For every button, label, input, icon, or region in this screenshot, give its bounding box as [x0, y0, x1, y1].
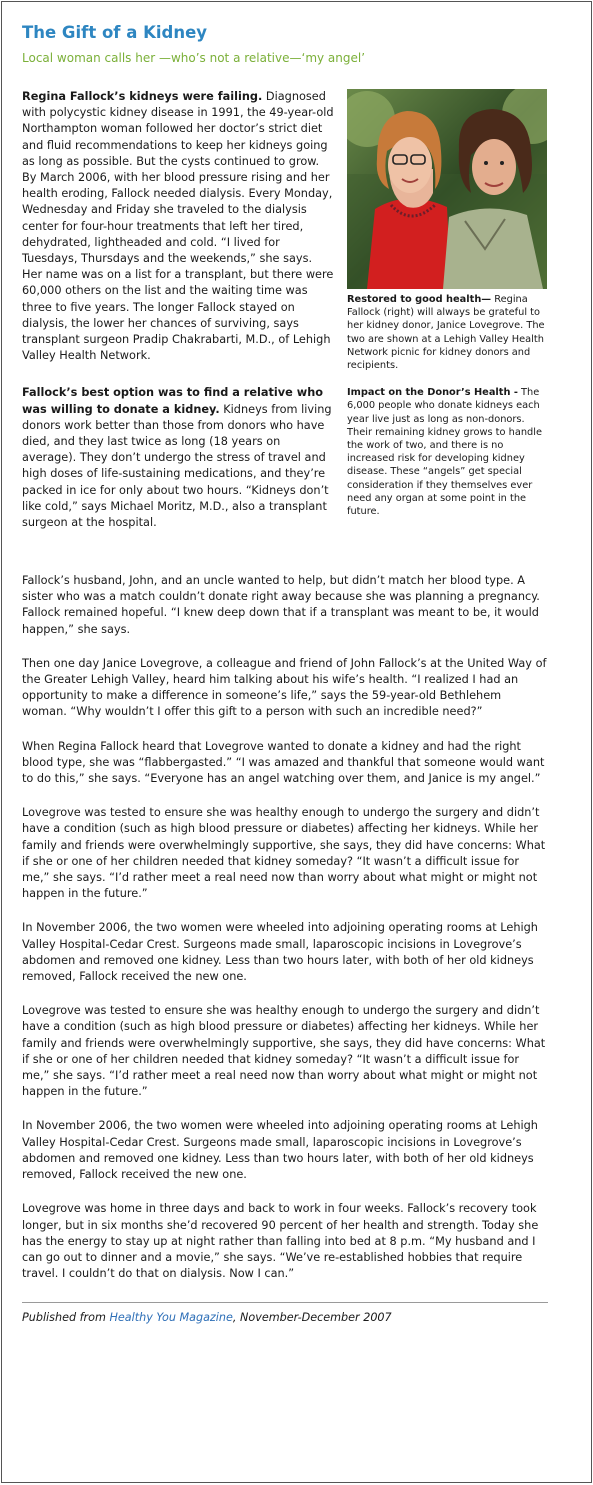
body-paragraph: When Regina Fallock heard that Lovegrove wanted to donate a kidney and had the right blood type, she was “flabbergasted.” “I was amazed and thankful that someone would want to do this,” she says. “Everyone has an angel watching over them, and Janice is my angel.”	[22, 739, 545, 786]
magazine-link[interactable]: Healthy You Magazine	[109, 1311, 233, 1325]
article-frame	[1, 1, 592, 1483]
body-paragraph: Fallock’s husband, John, and an uncle wanted to help, but didn’t match her blood type. A sister who was a match couldn’t donate right away because she was planning a pregnancy. Fallock remained hopeful. “I knew deep down that if a transplant was meant to be, it would happen,” she says.	[22, 574, 540, 636]
intro-lead: Regina Fallock’s kidneys were failing.	[22, 90, 263, 103]
intro-text: Diagnosed with polycystic kidney disease in 1991, the 49-year-old Northampton woman followed her doctor’s strict diet and fluid recommendations to keep her kidneys going as long as possible. But the cysts continued to grow. By March 2006, with her blood pressure rising and her health eroding, Fallock needed dialysis. Every Monday, Wednesday and Friday she traveled to the dialysis center for four-hour treatments that left her tired, dehydrated, lightheaded and cold. “I lived for Tuesdays, Thursdays and the weekends,” she says. Her name was on a list for a transplant, but there were 60,000 others on the list and the waiting time was three to five years. The longer Fallock stayed on dialysis, the lower her chances of surviving, says transplant surgeon Pradip Chakrabarti, M.D., of Lehigh Valley Health Network.	[22, 90, 334, 363]
body-paragraph: Lovegrove was home in three days and back to work in four weeks. Fallock’s recovery took longer, but in six months she’d recovered 90 percent of her health and strength. Today she has the energy to stay up at night rather than falling into bed at 8 p.m. “My husband and I can go out to dinner and a movie,” she says. “We’ve re-established hobbies that require travel. I couldn’t do that on dialysis. Now I can.”	[22, 1202, 539, 1281]
article-subtitle: Local woman calls her —who’s not a relative—‘my angel’	[22, 51, 366, 65]
body-paragraph: In November 2006, the two women were wheeled into adjoining operating rooms at Lehigh Valley Hospital-Cedar Crest. Surgeons made small, laparoscopic incisions in Lovegrove’s abdomen and removed one kidney. Less than two hours later, with both of her old kidneys removed, Fallock received the new one.	[22, 921, 538, 984]
article-title: The Gift of a Kidney	[22, 23, 208, 42]
intro-column	[22, 89, 334, 531]
photo-column	[347, 89, 549, 518]
donor-health-text: The 6,000 people who donate kidneys each year live just as long as non-donors. Their remaining kidney grows to handle the work of two, and there is no increased risk for developing kidney disease. These “angels” get special consideration if they themselves ever need any organ at some point in the future.	[347, 387, 543, 518]
photo-caption	[347, 293, 549, 372]
intro-section	[22, 89, 548, 573]
photo-caption-lead: Restored to good health—	[347, 294, 492, 305]
photo-caption-text: Regina Fallock (right) will always be grateful to her kidney donor, Janice Lovegrove. The two are shown at a Lehigh Valley Health Network picnic for kidney donors and recipients.	[347, 294, 545, 372]
donor-health-lead: Impact on the Donor’s Health -	[347, 387, 518, 399]
credit-suffix: , November-December 2007	[232, 1311, 392, 1325]
intro-paragraph	[22, 89, 334, 364]
photo-two-women	[347, 89, 547, 289]
donor-health-sidebar	[347, 386, 549, 518]
body-paragraph: Lovegrove was tested to ensure she was healthy enough to undergo the surgery and didn’t have a condition (such as high blood pressure or diabetes) affecting her kidneys. While her family and friends were overwhelmingly supportive, she says, they did have concerns: What if she or one of her children needed that kidney someday? “It wasn’t a difficult issue for me,” she says. “I’d rather meet a real need now than worry about what might or might not happen in the future.”	[22, 1004, 546, 1099]
article-body	[22, 573, 548, 1282]
publication-credit	[22, 1310, 548, 1326]
article	[22, 22, 548, 1326]
body-paragraph: Lovegrove was tested to ensure she was healthy enough to undergo the surgery and didn’t have a condition (such as high blood pressure or diabetes) affecting her kidneys. While her family and friends were overwhelmingly supportive, she says, they did have concerns: What if she or one of her children needed that kidney someday? “It wasn’t a difficult issue for me,” she says. “I’d rather meet a real need now than worry about what might or might not happen in the future.”	[22, 806, 546, 901]
option-lead: Fallock’s best option was to find a relative who was willing to donate a kidney.	[22, 386, 324, 416]
option-paragraph	[22, 385, 334, 531]
body-paragraph: In November 2006, the two women were wheeled into adjoining operating rooms at Lehigh Valley Hospital-Cedar Crest. Surgeons made small, laparoscopic incisions in Lovegrove’s abdomen and removed one kidney. Less than two hours later, with both of her old kidneys removed, Fallock received the new one.	[22, 1119, 538, 1182]
credit-prefix: Published from	[22, 1311, 110, 1325]
footer-divider	[22, 1302, 548, 1303]
body-paragraph: Then one day Janice Lovegrove, a colleague and friend of John Fallock’s at the United Way of the Greater Lehigh Valley, heard him talking about his wife’s health. “I realized I had an opportunity to make a difference in someone’s life,” says the 59-year-old Bethlehem woman. “Why wouldn’t I offer this gift to a person with such an incredible need?”	[22, 656, 547, 719]
option-text: Kidneys from living donors work better than those from donors who have died, and they last twice as long (18 years on average). They don’t undergo the stress of travel and high doses of life-sustaining medications, and they’re packed in ice for only about two hours. “Kidneys don’t like cold,” says Michael Moritz, M.D., also a transplant surgeon at the hospital.	[22, 402, 332, 530]
